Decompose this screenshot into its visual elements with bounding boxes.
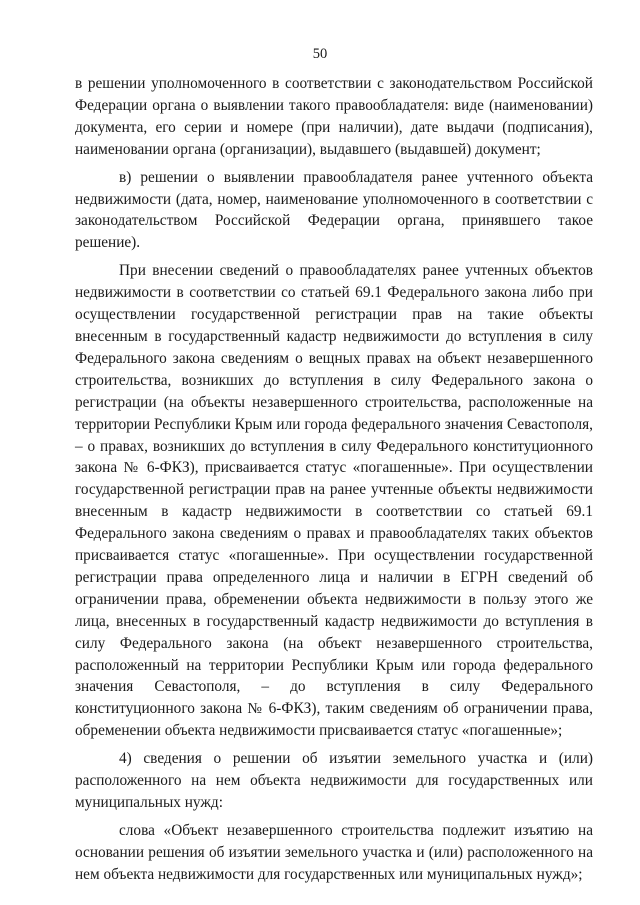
paragraph-continuation: в решении уполномоченного в соответствии с законодательством Российской Федерации органа о выявлении такого правообладателя: виде (наименовании) документа, его серии и номере (при наличии), дате выдачи (подписания), наименовании органа (организации), выдавшего (выдавшей) документ; (75, 75, 593, 158)
page-number: 50 (312, 46, 328, 62)
paragraph-item-4: 4) сведения о решении об изъятии земельного участка и (или) расположенного на нем объекта недвижимости для государственных или муниципальных нужд: (75, 750, 593, 811)
paragraph-item-v: в) решении о выявлении правообладателя ранее учтенного объекта недвижимости (дата, номер, наименование уполномоченного в соответствии с законодательством Российской Федерации органа, принявшего такое решение). (75, 168, 593, 252)
document-body (75, 73, 593, 892)
paragraph-words: слова «Объект незавершенного строительства подлежит изъятию на основании решения об изъятии земельного участка и (или) расположенного на нем объекта недвижимости для государственных или муниципальных нужд»; (75, 821, 593, 883)
paragraph-status-rules: При внесении сведений о правообладателях ранее учтенных объектов недвижимости в соответствии со статьей 69.1 Федерального закона либо при осуществлении государственной регистрации прав на такие объекты внесенным в государственный кадастр недвижимости до вступления в силу Федерального закона сведениям о вещных правах на объект незавершенного строительства, возникших до вступления в силу Федерального закона о регистрации (на объекты незавершенного строительства, расположенные на территории Республики Крым или города федерального значения Севастополя, – о правах, возникших до вступления в силу Федерального конституционного закона № 6-ФКЗ), присваивается статус «погашенные». При осуществлении государственной регистрации прав на ранее учтенные объекты недвижимости внесенным в кадастр недвижимости в соответствии со статьей 69.1 Федерального закона сведениям о правах и правообладателях таких объектов присваивается статус «погашенные». При осуществлении государственной регистрации права определенного лица и наличии в ЕГРН сведений об ограничении права, обременении объекта недвижимости в пользу этого же лица, внесенных в государственный кадастр недвижимости до вступления в силу Федерального закона (на объект незавершенного строительства, расположенный на территории Республики Крым или города федерального значения Севастополя, – до вступления в силу Федерального конституционного закона № 6-ФКЗ), таким сведениям об ограничении права, обременении объекта недвижимости присваивается статус «погашенные»; (75, 262, 593, 740)
